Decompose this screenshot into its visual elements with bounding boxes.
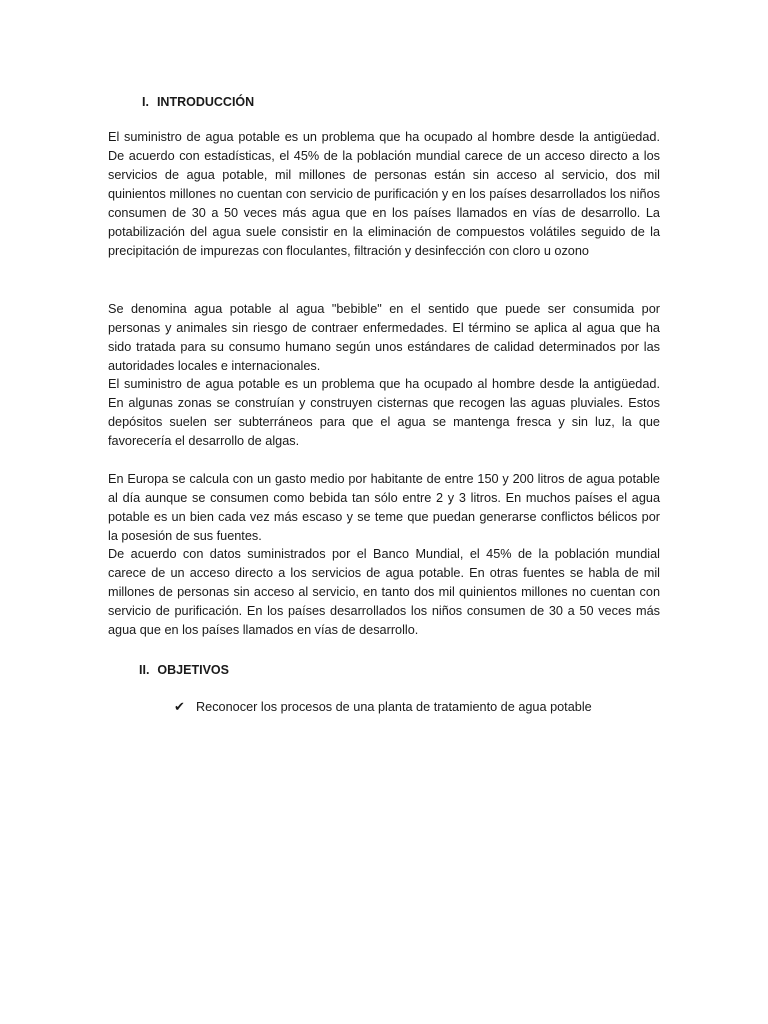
paragraph-1: El suministro de agua potable es un problema que ha ocupado al hombre desde la antigüedad. De acuerdo con estadísticas, el 45% de la población mundial carece de un acceso directo a los servicios de agua potable, mil millones de personas están sin acceso al servicio, dos mil quinientos millones no cuentan con servicio de purificación y en los países desarrollados los niños consumen de 30 a 50 veces más agua que en los países llamados en vías de desarrollo. La potabilización del agua suele consistir en la eliminación de compuestos volátiles seguido de la precipitación de impurezas con floculantes, filtración y desinfección con cloro u ozono xyxy=(108,130,660,258)
section-heading-introduccion xyxy=(142,93,254,112)
checkmark-icon: ✔ xyxy=(174,699,185,714)
section-heading-objetivos xyxy=(139,661,229,680)
section-title: OBJETIVOS xyxy=(157,663,229,677)
paragraph-3: El suministro de agua potable es un problema que ha ocupado al hombre desde la antigüedad. En algunas zonas se construían y construyen cisternas que recogen las aguas pluviales. Estos depósitos suelen ser subterráneos para que el agua se mantenga fresca y sin luz, la que favorecería el desarrollo de algas. xyxy=(108,377,660,448)
paragraph-2: Se denomina agua potable al agua "bebible" en el sentido que puede ser consumida por personas y animales sin riesgo de contraer enfermedades. El término se aplica al agua que ha sido tratada para su consumo humano según unos estándares de calidad determinados por las autoridades locales e internacionales. xyxy=(108,302,660,373)
section-number: II. xyxy=(139,663,150,677)
section-number: I. xyxy=(142,95,149,109)
paragraph-5: De acuerdo con datos suministrados por el Banco Mundial, el 45% de la población mundial carece de un acceso directo a los servicios de agua potable. En otras fuentes se habla de mil millones de personas sin acceso al servicio, en tanto dos mil quinientos millones no cuentan con servicio de purificación. En los países desarrollados los niños consumen de 30 a 50 veces más agua que en los países llamados en vías de desarrollo. xyxy=(108,547,660,637)
section-title: INTRODUCCIÓN xyxy=(156,95,255,109)
paragraph-4: En Europa se calcula con un gasto medio por habitante de entre 150 y 200 litros de agua potable al día aunque se consumen como bebida tan sólo entre 2 y 3 litros. En muchos países el agua potable es un bien cada vez más escaso y se teme que puedan generarse conflictos bélicos por la posesión de sus fuentes. xyxy=(108,472,660,543)
objective-text: Reconocer los procesos de una planta de tratamiento de agua potable xyxy=(196,700,592,714)
objective-list-item xyxy=(174,697,592,717)
